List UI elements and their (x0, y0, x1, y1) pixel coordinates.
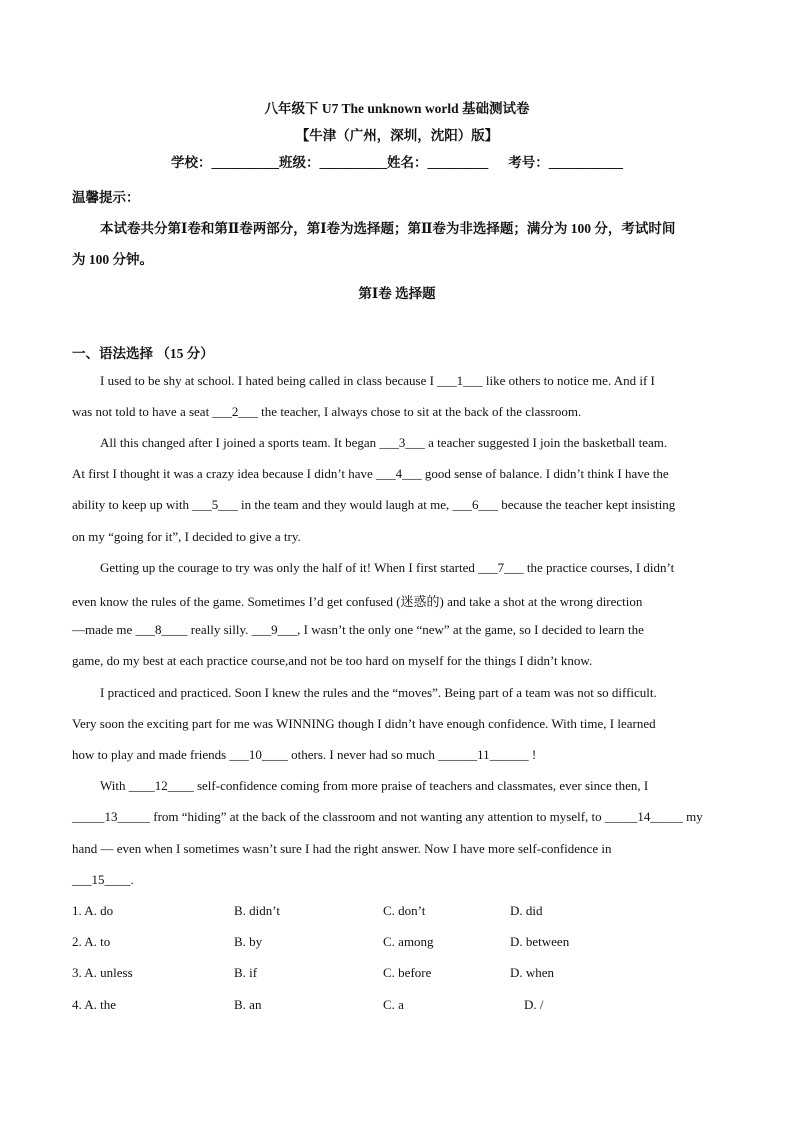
passage-line: hand — even when I sometimes wasn’t sure I had the right answer. Now I have more self-confidence in (72, 841, 612, 856)
passage-line: game, do my best at each practice course,and not be too hard on myself for the things I didn’t know. (72, 653, 593, 668)
notice-line-2: 为 100 分钟。 (72, 252, 153, 267)
notice-heading: 温馨提示： (72, 190, 140, 205)
name-field: 姓名：_________ (387, 155, 489, 170)
question-option-d: D. / (524, 997, 544, 1012)
passage-line: Getting up the courage to try was only the half of it! When I first started ___7___ the practice courses, I didn’t (100, 560, 675, 575)
question-option-a: 2. A. to (72, 934, 111, 949)
passage-line: ___15____. (72, 872, 134, 887)
question-option-b: B. by (234, 934, 263, 949)
question-option-c: C. don’t (383, 903, 426, 918)
student-info-row (0, 151, 794, 171)
question-option-d: D. between (510, 934, 570, 949)
passage-line: At first I thought it was a crazy idea because I didn’t have ___4___ good sense of balance. I didn’t think I have the (72, 466, 669, 481)
passage-line: I used to be shy at school. I hated being called in class because I ___1___ like others to notice me. And if I (100, 373, 655, 388)
passage-line: was not told to have a seat ___2___ the teacher, I always chose to sit at the back of the classroom. (72, 404, 582, 419)
page-title: 八年级下 U7 The unknown world 基础测试卷 (264, 101, 530, 116)
question-option-b: B. if (234, 965, 258, 980)
passage-line: All this changed after I joined a sports team. It began ___3___ a teacher suggested I join the basketball team. (100, 435, 668, 450)
question-option-d: D. did (510, 903, 543, 918)
passage-line: even know the rules of the game. Sometimes I’d get confused (迷惑的) and take a shot at the wrong direction (72, 594, 643, 609)
passage-line: I practiced and practiced. Soon I knew the rules and the “moves”. Being part of a team was not so difficult. (100, 685, 657, 700)
notice-line-1: 本试卷共分第Ⅰ卷和第Ⅱ卷两部分，第Ⅰ卷为选择题；第Ⅱ卷为非选择题；满分为 100 分，考试时间 (100, 221, 676, 236)
question-option-c: C. a (383, 997, 404, 1012)
passage-line: —made me ___8____ really silly. ___9___, I wasn’t the only one “new” at the game, so I decided to learn the (72, 622, 644, 637)
question-option-b: B. an (234, 997, 262, 1012)
class-field: 班级：__________ (279, 155, 387, 170)
question-option-c: C. before (383, 965, 432, 980)
passage-line: on my “going for it”, I decided to give a try. (72, 529, 301, 544)
passage-line: Very soon the exciting part for me was WINNING though I didn’t have enough confidence. With time, I learned (72, 716, 656, 731)
section-title: 第Ⅰ卷 选择题 (358, 286, 436, 301)
passage-line: ability to keep up with ___5___ in the team and they would laugh at me, ___6___ because the teacher kept insisting (72, 497, 676, 512)
passage-line: With ____12____ self-confidence coming from more praise of teachers and classmates, ever since then, I (100, 778, 649, 793)
question-option-a: 1. A. do (72, 903, 114, 918)
question-option-a: 4. A. the (72, 997, 117, 1012)
question-option-b: B. didn’t (234, 903, 280, 918)
question-option-d: D. when (510, 965, 555, 980)
page-subtitle: 【牛津（广州，深圳，沈阳）版】 (295, 128, 499, 143)
passage-line: how to play and made friends ___10____ others. I never had so much ______11______ ! (72, 747, 537, 762)
part1-heading: 一、语法选择 （15 分） (72, 346, 214, 361)
exam-number-field: 考号：___________ (508, 155, 623, 170)
question-option-c: C. among (383, 934, 434, 949)
school-field: 学校：__________ (171, 155, 279, 170)
passage-line: _____13_____ from “hiding” at the back of the classroom and not wanting any attention to myself, to _____14_____ my (72, 809, 703, 824)
question-option-a: 3. A. unless (72, 965, 133, 980)
